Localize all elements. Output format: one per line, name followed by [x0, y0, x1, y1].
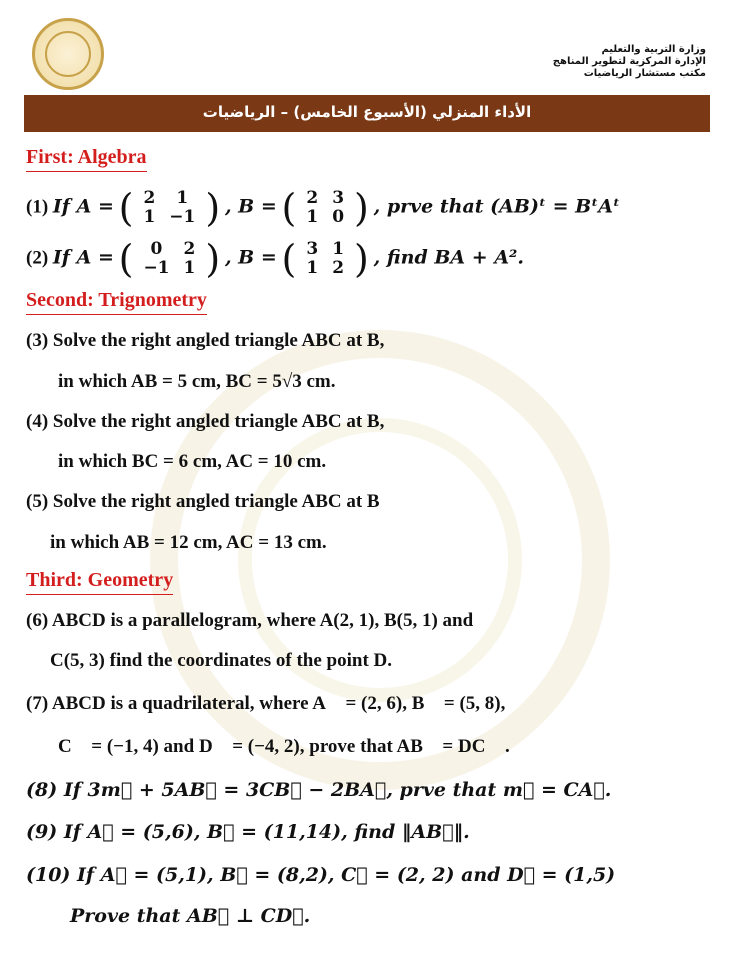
question-2: (2) If A = ( 0 2 −1 1 ) , B = ( 3 1 1 2 ) , find BA + A².: [26, 237, 524, 281]
ministry-line-3: مكتب مستشار الرياضيات: [583, 68, 706, 79]
title-banner: [24, 95, 710, 132]
q1-text-c: , prve that (AB)ᵗ = BᵗAᵗ: [373, 195, 621, 218]
question-3-line-2: in which AB = 5 cm, BC = 5√3 cm.: [58, 371, 336, 392]
ministry-line-2: الإدارة المركزية لتطوير المناهج: [552, 56, 706, 67]
q2-text-a: If A =: [52, 246, 114, 269]
q1-number: (1): [26, 196, 49, 218]
q1-matrix-a: 2 1 1 −1: [143, 188, 196, 227]
q1-text-a: If A =: [52, 195, 114, 218]
question-8: (8) If 3m⃗ + 5AB⃗ = 3CB⃗ − 2BA⃗, prve that m⃗ = CA⃗.: [26, 779, 612, 801]
question-6-line-1: (6) ABCD is a parallelogram, where A(2, 1), B(5, 1) and: [26, 610, 474, 631]
ministry-line-1: وزارة التربية والتعليم: [601, 44, 706, 55]
question-10-line-1: (10) If A⃗ = (5,1), B⃗ = (8,2), C⃗ = (2, 2) and D⃗ = (1,5): [26, 864, 616, 886]
section-heading-geometry: Third: Geometry: [26, 569, 173, 595]
question-10-line-2: Prove that AB⃗ ⊥ CD⃗.: [70, 905, 311, 927]
q2-matrix-b: 3 1 1 2: [306, 239, 345, 278]
question-4-line-1: (4) Solve the right angled triangle ABC at B,: [26, 411, 385, 432]
question-9: (9) If A⃗ = (5,6), B⃗ = (11,14), find ‖AB⃗‖.: [26, 821, 470, 843]
q1-text-b: , B =: [224, 195, 277, 218]
ministry-header: [476, 44, 706, 80]
section-heading-trig: Second: Trignometry: [26, 289, 207, 315]
question-6-line-2: C(5, 3) find the coordinates of the point D.: [50, 650, 392, 671]
watermark-seal: [150, 330, 610, 790]
question-3-line-1: (3) Solve the right angled triangle ABC at B,: [26, 330, 385, 351]
question-7-line-1: (7) ABCD is a quadrilateral, where A⃗ = (2, 6), B⃗ = (5, 8),: [26, 693, 506, 714]
section-heading-algebra: First: Algebra: [26, 146, 147, 172]
question-5-line-2: in which AB = 12 cm, AC = 13 cm.: [50, 532, 327, 553]
question-7-line-2: C⃗ = (−1, 4) and D⃗ = (−4, 2), prove that AB⃗ = DC⃗ .: [58, 736, 510, 757]
q2-text-b: , B =: [224, 246, 277, 269]
question-4-line-2: in which BC = 6 cm, AC = 10 cm.: [58, 451, 327, 472]
q2-number: (2): [26, 247, 49, 269]
question-1: (1) If A = ( 2 1 1 −1 ) , B = ( 2 3 1 0 ) , prve that (AB)ᵗ = BᵗAᵗ: [26, 186, 621, 230]
ministry-logo: [32, 18, 104, 90]
q2-matrix-a: 0 2 −1 1: [143, 239, 196, 278]
q1-matrix-b: 2 3 1 0: [306, 188, 345, 227]
banner-title: الأداء المنزلي (الأسبوع الخامس) – الرياضيات: [202, 103, 532, 121]
question-5-line-1: (5) Solve the right angled triangle ABC at B: [26, 491, 380, 512]
q2-text-c: , find BA + A².: [373, 246, 524, 269]
